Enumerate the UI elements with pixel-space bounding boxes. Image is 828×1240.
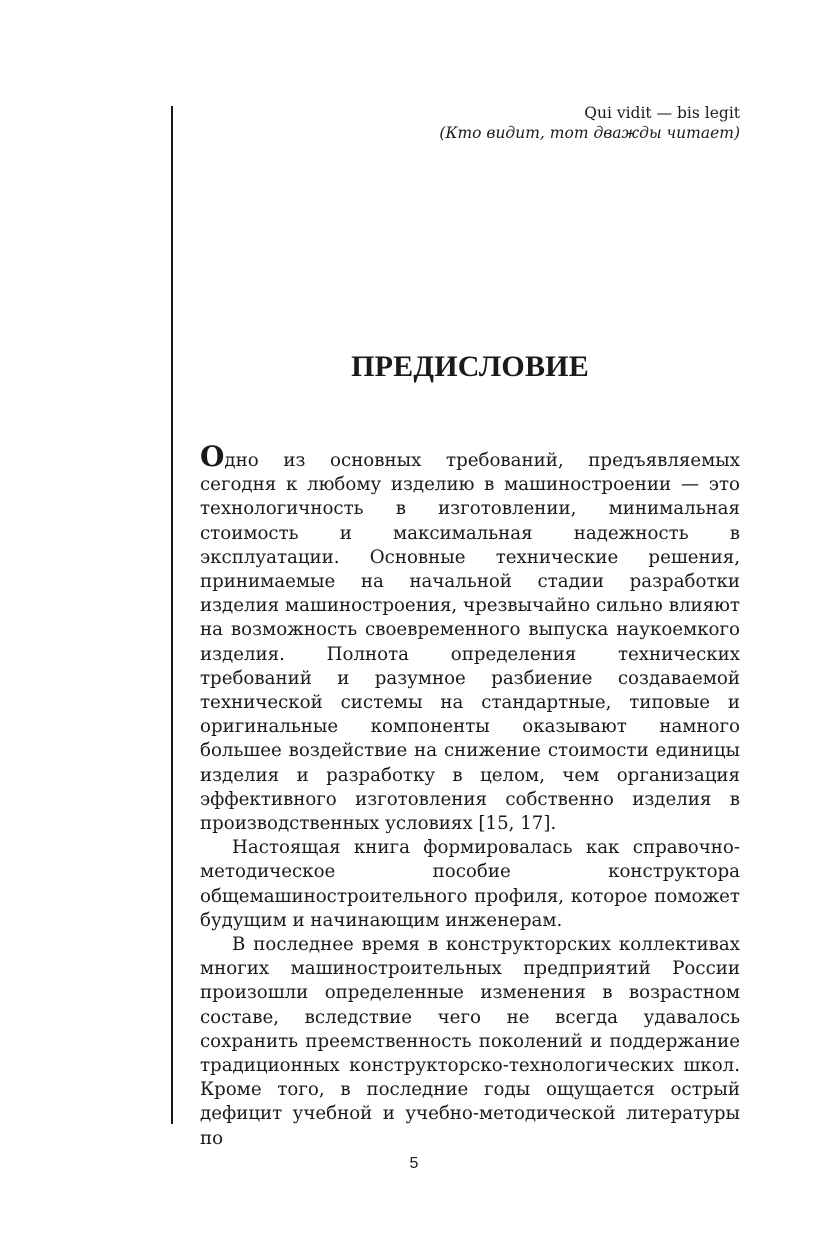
drop-cap: О — [200, 440, 225, 473]
body-text — [200, 440, 740, 1151]
paragraph-2: Настоящая книга формировалась как справочно-методическое пособие конструктора общемашиностроительного профиля, которое поможет будущим и начинающим инженерам. — [200, 837, 740, 931]
paragraph-1 — [200, 440, 740, 836]
epigraph-translation: (Кто видит, тот дважды читает) — [439, 124, 740, 142]
paragraph-3: В последнее время в конструкторских коллективах многих машиностроительных предприятий России произошли определенные изменения в возрастном составе, вследствие чего не всегда удавалось сохранить преемственность поколений и поддержание традиционных конструкторско-технологических школ. Кроме того, в последние годы ощущается острый дефицит учебной и учебно-методической литературы по — [200, 934, 740, 1149]
paragraph-1-text: дно из основных требований, предъявляемых сегодня к любому изделию в машиностроении — это технологичность в изготовлении, минимальная стоимость и максимальная надежность в эксплуатации. Основные технические решения, принимаемые на начальной стадии разработки изделия машиностроения, чрезвычайно сильно влияют на возможность своевременного выпуска наукоемкого изделия. Полнота определения технических требований и разумное разбиение создаваемой технической системы на стандартные, типовые и оригинальные компоненты оказывают намного большее воздействие на снижение стоимости единицы изделия и разработку в целом, чем организация эффективного изготовления собственно изделия в производственных условиях [15, 17]. — [200, 450, 740, 835]
epigraph-latin: Qui vidit — bis legit — [584, 104, 740, 122]
epigraph — [439, 103, 740, 143]
margin-rule — [171, 106, 173, 1124]
page-title: ПРЕДИСЛОВИЕ — [351, 350, 589, 383]
page-number: 5 — [409, 1155, 419, 1172]
